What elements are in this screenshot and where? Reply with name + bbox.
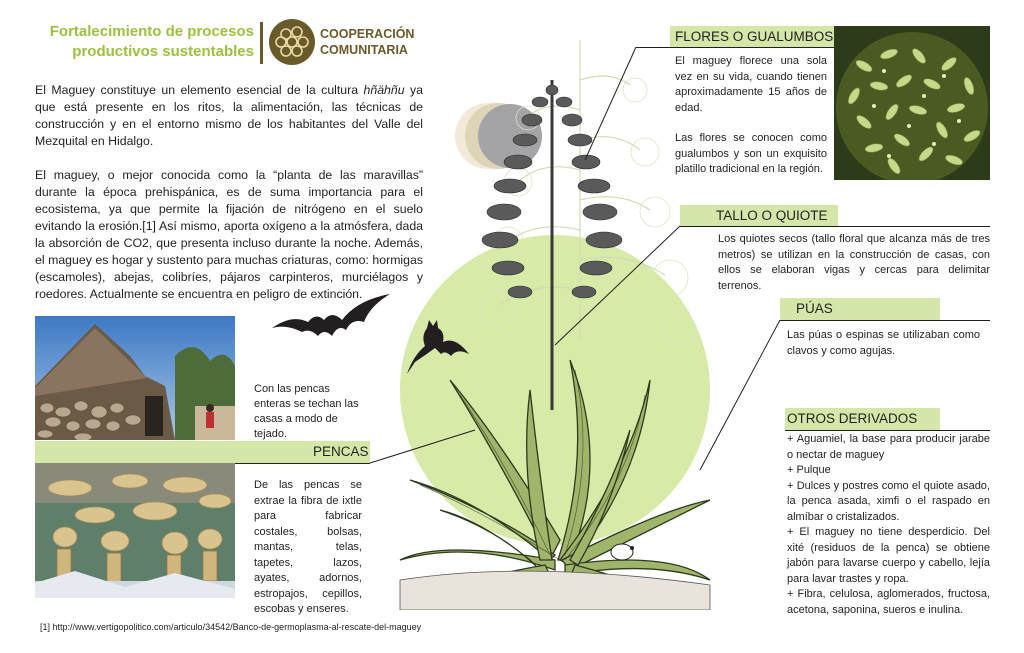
list-item: + Aguamiel, la base para producir jarabe o nectar de maguey xyxy=(787,433,990,461)
tejado-caption: Con las pencas enteras se techan las casas a modo de tejado. xyxy=(254,383,359,440)
tallo-description: Los quiotes secos (tallo floral que alcanza más de tres metros) se utilizan en la construcción de casas, con ellos se elaboran vigas y cercas para delimitar terrenos. xyxy=(718,233,990,292)
otros-label: OTROS DERIVADOS xyxy=(787,411,918,426)
list-item: + Pulque xyxy=(787,464,831,476)
list-item: + El maguey no tiene desperdicio. Del xité (residuos de la penca) se obtiene jabón para lavarse cuerpo y cabello, lejía para lavar trastes y ropa. xyxy=(787,526,990,585)
pencas-label: PENCAS xyxy=(313,444,369,459)
pencas-description: De las pencas se extrae la fibra de ixtle para fabricar costales, bolsas, mantas, telas, tapetes, lazos, ayates, adornos, estropajos, cepillos, escobas y enseres. xyxy=(254,479,362,615)
puas-label: PÚAS xyxy=(796,301,833,316)
tallo-label: TALLO O QUIOTE xyxy=(716,208,828,223)
header-title-line2: productivos sustentables xyxy=(72,43,254,60)
brand-line1: COOPERACIÓN xyxy=(320,27,415,41)
header-title-line1: Fortalecimiento de procesos xyxy=(49,23,254,40)
flores-paragraph-2: Las flores se conocen como gualumbos y son un exquisito platillo tradicional en la región. xyxy=(675,132,827,175)
intro-p1-italic: hñähñu xyxy=(363,83,405,97)
brand-line2: COMUNITARIA xyxy=(320,43,408,57)
intro-p1-after: ya que está presente en los ritos, la alimentación, las técnicas de construcción y en el entorno mismo de los habitantes del Valle del Mezquital en Hidalgo. xyxy=(35,83,424,148)
list-item: + Fibra, celulosa, aglomerados, fructosa, acetona, saponina, sueros e inulina. xyxy=(787,588,990,616)
list-item: + Dulces y postres como el quiote asado, la penca asada, ximfi o el raspado en almíbar o cristalizados. xyxy=(787,479,990,523)
flores-paragraph-1: El maguey florece una sola vez en su vida, cuando tienen aproximadamente 15 años de edad. xyxy=(675,55,827,114)
intro-p1-before: El Maguey constituye un elemento esencial de la cultura xyxy=(35,83,364,97)
footnote: [1] http://www.vertigopolitico.com/articulo/34542/Banco-de-germoplasma-al-rescate-del-maguey xyxy=(40,622,422,632)
puas-description: Las púas o espinas se utilizaban como clavos y como agujas. xyxy=(787,329,980,357)
intro-paragraph-2: El maguey, o mejor conocida como la “planta de las maravillas” durante la época prehispánica, es de suma importancia para el ecosistema, ya que permite la fijación de nitrógeno en el suelo evitando la erosión.[1] Así mismo, aporta oxígeno a la atmósfera, dada la absorción de CO2, que presenta incluso durante la noche. Además, el maguey es hogar y sustento para muchas criaturas, como: hormigas (escamoles), abejas, colibríes, pájaros carpinteros, murciélagos y roedores. Actualmente se encuentra en peligro de extinción. xyxy=(35,168,423,301)
flores-label: FLORES O GUALUMBOS xyxy=(675,29,834,44)
